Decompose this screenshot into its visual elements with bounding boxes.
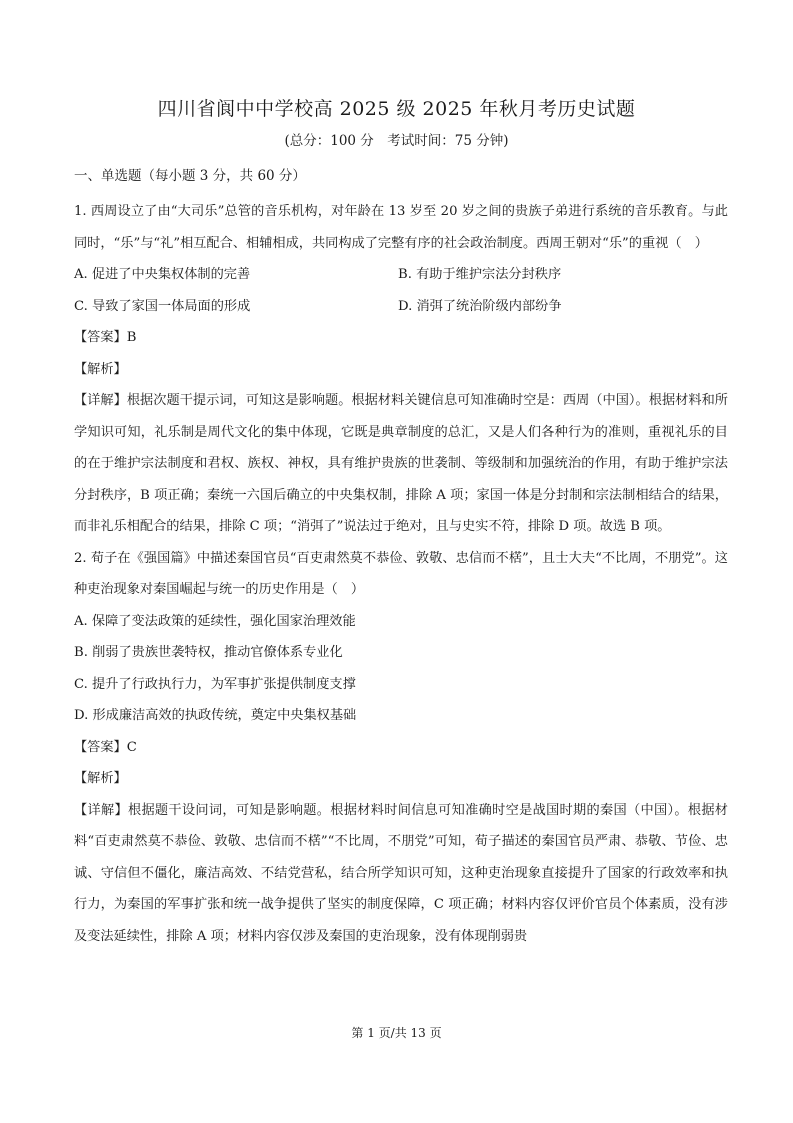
page-number: 第 1 页/共 13 页	[351, 1026, 442, 1040]
question-1-options	[74, 259, 728, 322]
question-1-answer: 【答案】B	[74, 330, 137, 345]
question-2-analysis-label: 【解析】	[74, 771, 127, 786]
question-2-option-a: A. 保障了变法政策的延续性，强化国家治理效能	[74, 613, 356, 629]
questions-body	[74, 196, 728, 952]
question-2-option-d: D. 形成廉洁高效的执政传统，奠定中央集权基础	[74, 708, 357, 723]
page-title: 四川省阆中中学校高 2025 级 2025 年秋月考历史试题	[157, 98, 636, 120]
question-2-detail: 【详解】根据题干设问词，可知是影响题。根据材料时间信息可知准确时空是战国时期的秦国（中国）。根据材料“百吏肃然莫不恭俭、敦敬、忠信而不楛”“不比周，不朋党”可知，荀子描述的秦国官员严肃、恭敬、节俭、忠诚、守信但不僵化，廉洁高效、不结党营私，结合所学知识可知，这种吏治现象直接提升了国家的行政效率和执行力，为秦国的军事扩张和统一战争提供了坚实的制度保障，C 项正确；材料内容仅评价官员个体素质，没有涉及变法延续性，排除 A 项；材料内容仅涉及秦国的吏治现象，没有体现削弱贵	[74, 802, 728, 944]
question-1-option-d: D. 消弭了统治阶级内部纷争	[398, 298, 562, 314]
question-1-option-b: B. 有助于维护宗法分封秩序	[398, 267, 562, 282]
question-2-option-b: B. 削弱了贵族世袭特权，推动官僚体系专业化	[74, 645, 343, 660]
question-1-option-a: A. 促进了中央集权体制的完善	[74, 267, 251, 282]
question-1-detail: 【详解】根据次题干提示词，可知这是影响题。根据材料关键信息可知准确时空是：西周（中国）。根据材料和所学知识可知，礼乐制是周代文化的集中体现，它既是典章制度的总汇，又是人们各种行为的准则，重视礼乐的目的在于维护宗法制度和君权、族权、神权，具有维护贵族的世袭制、等级制和加强统治的作用，有助于维护宗法分封秩序，B 项正确；秦统一六国后确立的中央集权制，排除 A 项；家国一体是分封制和宗法制相结合的结果，而非礼乐相配合的结果，排除 C 项；“消弭了”说法过于绝对，且与史实不符，排除 D 项。故选 B 项。	[74, 393, 728, 534]
question-1-analysis-label: 【解析】	[74, 361, 127, 377]
question-2-option-c: C. 提升了行政执行力，为军事扩张提供制度支撑	[74, 676, 356, 692]
question-1-stem: 1. 西周设立了由“大司乐”总管的音乐机构，对年龄在 13 岁至 20 岁之间的贵族子弟进行系统的音乐教育。与此同时，“乐”与“礼”相互配合、相辅相成，共同构成了完整有序的社会政治制度。西周王朝对“乐”的重视（ ）	[74, 204, 728, 251]
question-2-answer: 【答案】C	[74, 739, 137, 755]
exam-info: (总分：100 分 考试时间：75 分钟)	[284, 133, 509, 149]
question-1-option-c: C. 导致了家国一体局面的形成	[74, 298, 251, 314]
question-2-stem: 2. 荀子在《强国篇》中描述秦国官员“百吏肃然莫不恭俭、敦敬、忠信而不楛”，且士大夫“不比周，不朋党”。这种吏治现象对秦国崛起与统一的历史作用是（ ）	[74, 550, 728, 597]
section-heading: 一、单选题（每小题 3 分，共 60 分）	[74, 168, 306, 184]
